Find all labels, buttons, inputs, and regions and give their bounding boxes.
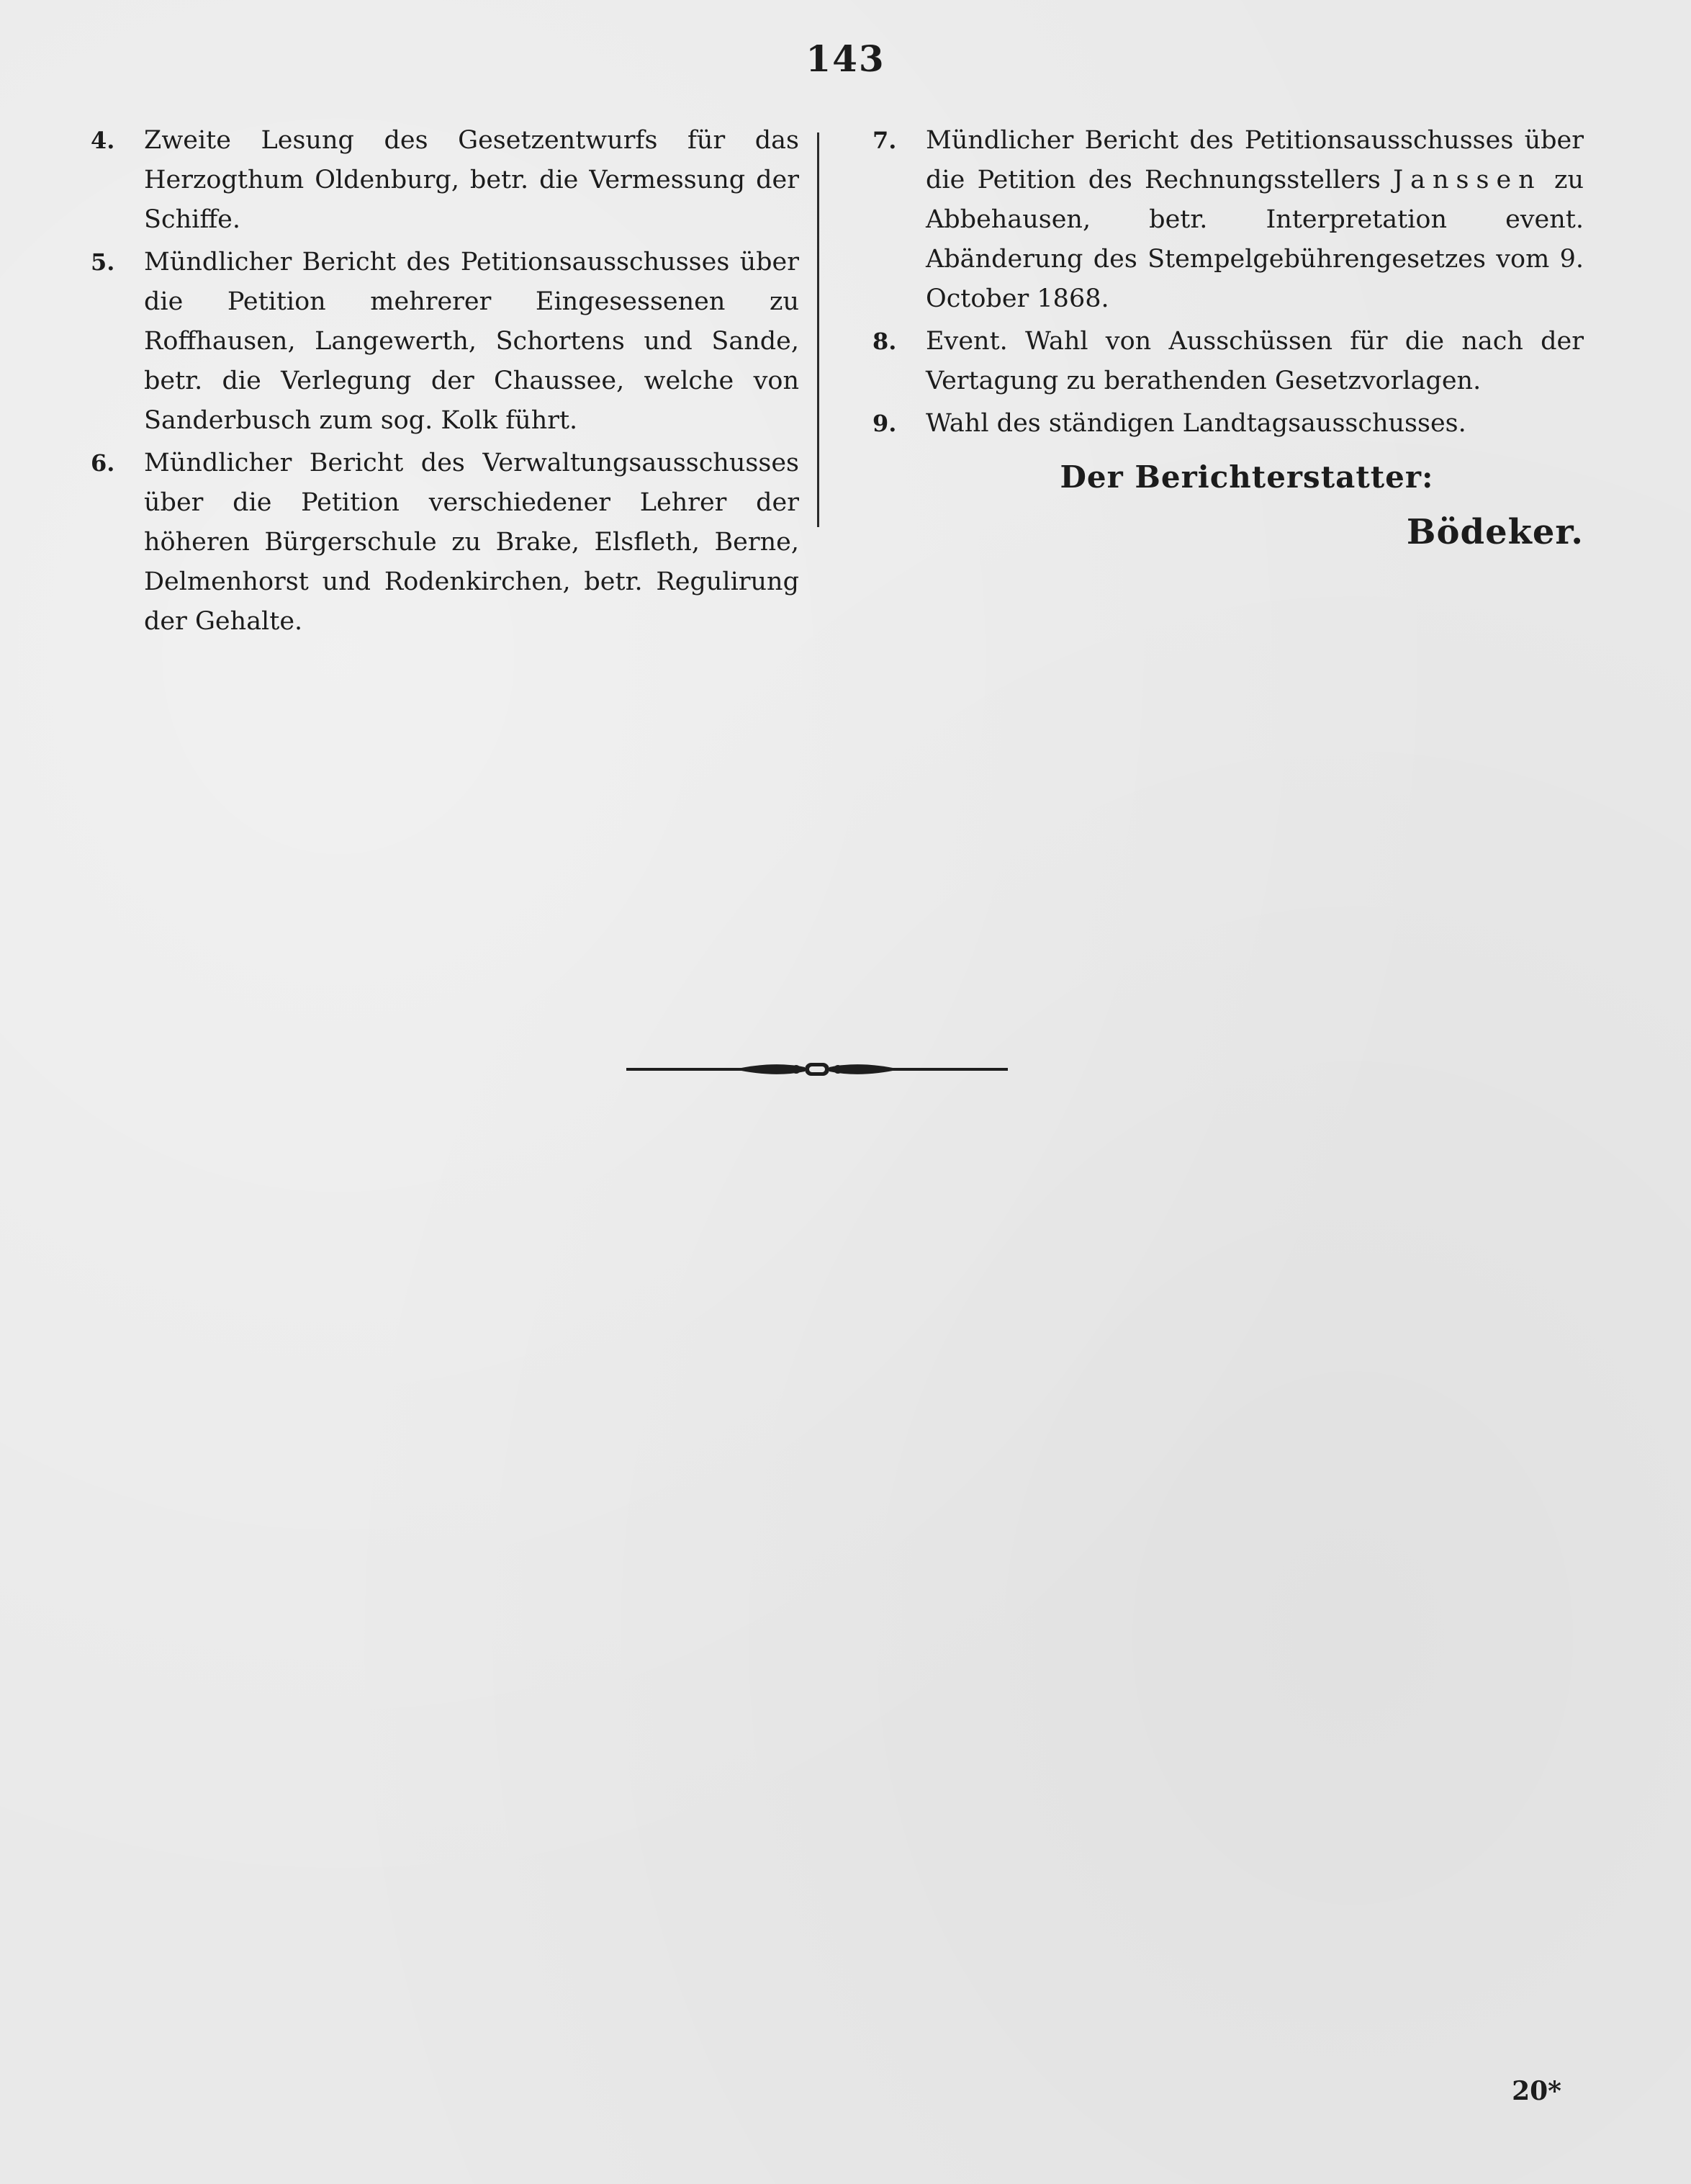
signoff-heading: Der Berichterstatter: xyxy=(1060,459,1434,495)
item-name-spaced: Janssen xyxy=(1393,166,1542,194)
right-column xyxy=(867,121,1584,552)
ornament-rule-icon xyxy=(626,1059,1008,1080)
sheet-signature-mark: 20* xyxy=(1512,2076,1561,2106)
signature: Bödeker. xyxy=(1406,512,1584,552)
item-text-after: zu Abbehausen, betr. Interpretation event. Abänderung des Stempelgebührengesetzes vom 9. October 1868. xyxy=(926,166,1584,313)
item-text: Event. Wahl von Ausschüssen für die nach der Vertagung zu berathenden Gesetzvorlagen. xyxy=(926,327,1584,395)
agenda-list-right xyxy=(867,121,1584,444)
item-number: 8. xyxy=(872,328,897,355)
agenda-columns xyxy=(85,121,1584,636)
item-number: 5. xyxy=(91,248,115,276)
item-text: Zweite Lesung des Gesetzentwurfs für das Herzogthum Oldenburg, betr. die Vermessung der Schiffe. xyxy=(144,126,799,234)
item-text: Mündlicher Bericht des Petitionsausschusses über die Petition mehrerer Eingesessenen zu Roffhausen, Langewerth, Schortens und Sande, betr. die Verlegung der Chaussee, welche von Sanderbusch zum sog. Kolk führt. xyxy=(144,248,799,435)
item-text-before: Mündlicher Bericht des Petitionsausschusses über die Petition des Rechnungsstellers xyxy=(926,126,1584,194)
item-text: Mündlicher Bericht des Verwaltungsausschusses über die Petition verschiedener Lehrer der höheren Bürgerschule zu Brake, Elsfleth, Berne, Delmenhorst und Rodenkirchen, betr. Regulirung der Gehalte. xyxy=(144,449,799,636)
agenda-item-5 xyxy=(85,243,799,441)
item-number: 6. xyxy=(91,449,115,477)
column-divider xyxy=(817,132,819,527)
agenda-item-7 xyxy=(867,121,1584,319)
item-number: 7. xyxy=(872,127,897,154)
page-number: 143 xyxy=(806,37,885,80)
agenda-item-6 xyxy=(85,444,799,642)
left-column xyxy=(85,121,799,644)
agenda-item-8 xyxy=(867,322,1584,401)
item-text: Wahl des ständigen Landtagsausschusses. xyxy=(926,409,1466,438)
agenda-item-9 xyxy=(867,404,1584,444)
item-number: 4. xyxy=(91,127,115,154)
agenda-list-left xyxy=(85,121,799,642)
agenda-item-4 xyxy=(85,121,799,240)
item-number: 9. xyxy=(872,410,897,437)
